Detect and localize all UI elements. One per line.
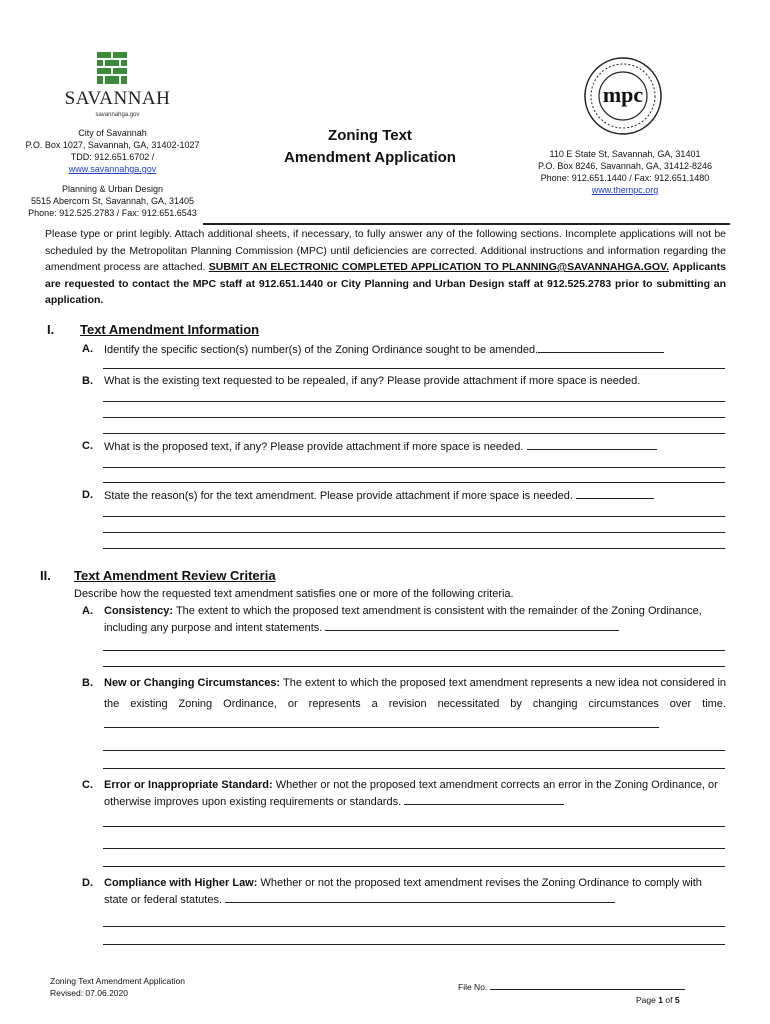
criterion-letter: D. [82, 877, 93, 889]
answer-line[interactable] [103, 768, 725, 769]
mpc-contact-block [515, 148, 735, 196]
criterion-label: Error or Inappropriate Standard: [104, 779, 273, 791]
answer-field[interactable] [225, 891, 615, 903]
criterion-2b [82, 673, 726, 737]
page-indicator [636, 994, 680, 1006]
answer-line[interactable] [103, 926, 725, 927]
file-number [458, 980, 698, 993]
criterion-2a [82, 603, 726, 639]
question-1b [82, 373, 726, 389]
criterion-2c [82, 777, 726, 813]
answer-line[interactable] [103, 944, 725, 945]
savannah-brick-icon [97, 52, 127, 84]
question-text: What is the proposed text, if any? Please provide attachment if more space is needed. [104, 441, 524, 453]
section-2-description: Describe how the requested text amendment satisfies one or more of the following criteria. [74, 588, 514, 600]
title-line-2: Amendment Application [284, 149, 456, 166]
answer-line[interactable] [103, 368, 725, 369]
header-divider [203, 223, 730, 225]
criterion-text: The extent to which the proposed text amendment is consistent with the remainder of the Zoning Ordinance, including any purpose and intent statements. [104, 605, 702, 634]
criterion-label: Consistency: [104, 605, 174, 617]
answer-line[interactable] [103, 848, 725, 849]
city-website-link[interactable]: www.savannahga.gov [68, 164, 157, 174]
dept-address: 5515 Abercorn St, Savannah, GA, 31405 [30, 196, 195, 206]
footer-form-info [50, 975, 250, 999]
criterion-letter: C. [82, 779, 93, 791]
instructions-text: Please type or print legibly. Attach additional sheets, if necessary, to fully answer any of the following sections. Incomplete applications will not be scheduled by the Metropolitan Planning Commission (MPC) until deficiencies are corrected. Additional instructions and information regarding the amendment process are attached. [45, 228, 726, 273]
mpc-logo [583, 56, 663, 136]
answer-field[interactable] [104, 716, 659, 728]
answer-field[interactable] [325, 619, 619, 631]
question-1c [82, 438, 726, 454]
criterion-label: Compliance with Higher Law: [104, 877, 258, 889]
mpc-phone: Phone: 912.651.1440 / Fax: 912.651.1480 [540, 173, 710, 183]
criterion-letter: A. [82, 605, 93, 617]
question-letter: A. [82, 343, 93, 355]
criterion-2d [82, 875, 726, 911]
criterion-text: Whether or not the proposed text amendment revises the Zoning Ordinance to comply with state or federal statutes. [104, 877, 702, 906]
answer-line[interactable] [103, 467, 725, 468]
title-line-1: Zoning Text [328, 127, 412, 144]
answer-line[interactable] [103, 482, 725, 483]
page-number: 1 [658, 995, 663, 1005]
question-letter: B. [82, 375, 93, 387]
section-1-number: I. [47, 322, 55, 337]
answer-field[interactable] [404, 793, 564, 805]
criterion-label: New or Changing Circumstances: [104, 677, 281, 689]
page-prefix: Page [636, 995, 656, 1005]
criterion-letter: B. [82, 677, 93, 689]
answer-line[interactable] [103, 548, 725, 549]
answer-line[interactable] [103, 417, 725, 418]
file-no-field[interactable] [490, 980, 685, 990]
city-contact-block [10, 127, 215, 219]
footer-form-name: Zoning Text Amendment Application [50, 976, 185, 986]
answer-line[interactable] [103, 401, 725, 402]
answer-line[interactable] [103, 650, 725, 651]
answer-line[interactable] [103, 866, 725, 867]
criterion-text: The extent to which the proposed text amendment represents a new idea not considered in the existing Zoning Ordinance, or represents a revision necessitated by changing circumstances over time. [104, 677, 727, 710]
answer-field[interactable] [527, 438, 657, 450]
page-total: 5 [674, 995, 680, 1005]
mpc-logo-text: mpc [602, 82, 644, 107]
answer-line[interactable] [103, 516, 725, 517]
submit-instruction: SUBMIT AN ELECTRONIC COMPLETED APPLICATION TO PLANNING@SAVANNAHGA.GOV. [208, 261, 670, 273]
footer-revised: Revised: 07.06.2020 [50, 988, 128, 998]
file-no-label: File No. [458, 982, 488, 992]
mpc-website-link[interactable]: www.thempc.org [591, 185, 659, 195]
answer-line[interactable] [103, 433, 725, 434]
answer-line[interactable] [103, 750, 725, 751]
savannah-url-small: savannahga.gov [95, 112, 140, 118]
criterion-text: Whether or not the proposed text amendment corrects an error in the Zoning Ordinance, or otherwise improves upon existing requirements or standards. [104, 779, 718, 808]
answer-field[interactable] [538, 341, 664, 353]
question-text: What is the existing text requested to be repealed, if any? Please provide attachment if more space is needed. [104, 375, 641, 387]
question-text: State the reason(s) for the text amendment. Please provide attachment if more space is needed. [104, 490, 573, 502]
mpc-address-2: P.O. Box 8246, Savannah, GA, 31412-8246 [538, 161, 712, 171]
savannah-logo [60, 52, 175, 122]
savannah-wordmark: SAVANNAH [64, 88, 171, 109]
city-name: City of Savannah [78, 128, 147, 138]
page-title [270, 125, 470, 169]
mpc-address-1: 110 E State St, Savannah, GA, 31401 [549, 149, 701, 159]
section-2-number: II. [40, 568, 51, 583]
section-2-title: Text Amendment Review Criteria [74, 568, 276, 583]
answer-line[interactable] [103, 666, 725, 667]
answer-line[interactable] [103, 532, 725, 533]
question-1a [82, 341, 726, 357]
answer-field[interactable] [576, 487, 654, 499]
section-1-title: Text Amendment Information [80, 322, 260, 337]
page-of: of [665, 995, 673, 1005]
instructions-paragraph [45, 226, 726, 309]
question-text: Identify the specific section(s) number(s) of the Zoning Ordinance sought to be amended. [104, 344, 539, 356]
question-letter: D. [82, 489, 93, 501]
contact-instruction: Applicants are requested to contact the MPC staff at 912.651.1440 or City Planning and Urban Design staff at 912.525.2783 prior to submitting an application. [45, 261, 727, 306]
answer-line[interactable] [103, 826, 725, 827]
city-tdd: TDD: 912.651.6702 / [70, 152, 155, 162]
question-1d [82, 487, 726, 503]
question-letter: C. [82, 440, 93, 452]
city-address: P.O. Box 1027, Savannah, GA, 31402-1027 [25, 140, 200, 150]
dept-name: Planning & Urban Design [61, 184, 164, 194]
dept-phone: Phone: 912.525.2783 / Fax: 912.651.6543 [28, 208, 197, 218]
